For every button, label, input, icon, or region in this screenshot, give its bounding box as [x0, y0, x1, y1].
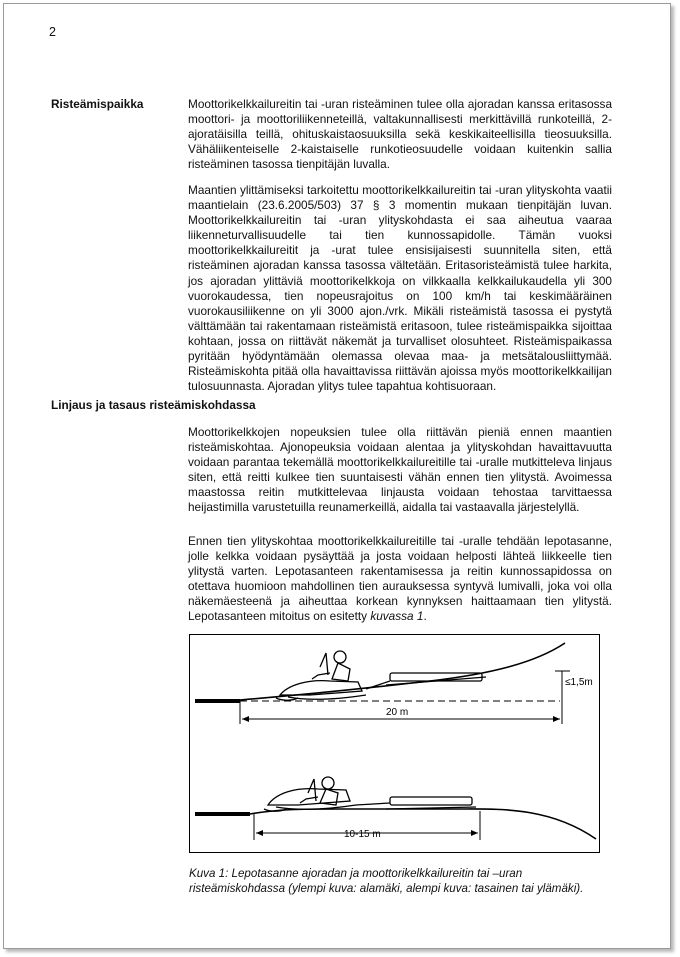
top-rider-body: [332, 663, 350, 681]
section-heading-linjaus: Linjaus ja tasaus risteämiskohdassa: [51, 398, 256, 412]
figure-drawing: [190, 635, 601, 854]
top-windshield: [320, 653, 328, 675]
bottom-sled-box: [390, 797, 472, 805]
bottom-snow-profile: [250, 809, 596, 839]
paragraph-linjaus-1: Moottorikelkkojen nopeuksien tulee olla riittävän pieniä ennen maantien risteämiskohtaa. Ajonopeuksia voidaan alentaa ja ylityskohdan havaittavuutta voidaan parantaa tekemällä moottorikelkkailureitille tai -uralle mutkitteleva linjaus siten, että reitti kulkee tien suuntaisesti vähän ennen tien ylitystä. Avoimessa maastossa reitin mutkittelevaa linjausta voidaan tehostaa tarvittaessa heijastimilla varustetuilla reunamerkeillä, aidalla tai vastaavalla järjestelyllä.: [188, 425, 612, 515]
top-height-label: ≤1,5m: [565, 677, 593, 688]
bottom-sled-icon: [356, 797, 476, 809]
bottom-diagram-flat: [195, 777, 596, 840]
paragraph-linjaus-2-end: .: [423, 609, 427, 624]
paragraph-linjaus-2: [188, 534, 612, 625]
top-diagram-downhill: [195, 643, 570, 724]
section-heading-risteamispaikka: Risteämispaikka: [51, 97, 144, 111]
figure-caption: Kuva 1: Lepotasanne ajoradan ja moottorikelkkailureitin tai –uran risteämiskohdassa (ylempi kuva: alamäki, alempi kuva: tasainen tai ylämäki).: [189, 867, 584, 895]
paragraph-risteamispaikka-2: Maantien ylittämiseksi tarkoitettu moottorikelkkailureitin tai -uran ylityskohta vaatii maantielain (23.6.2005/503) 37 § 3 momentin mukaan tienpitäjän luvan. Moottorikelkkailureitin tai -uran ylityskohdasta ei saa aiheutua vaaraa liikenneturvallisuudelle tai tien kunnossapidolle. Tämän vuoksi moottorikelkkailureitit ja -urat tulee ensisijaisesti suunnitella siten, että risteäminen ajoradan kanssa tasossa vältetään. Eritasoristeämistä tulee harkita, jos ajoradan ylittäviä moottorikelkkoja on vilkkaalla kelkkailukaudella yli 300 vuorokaudessa, tien nopeusrajoitus on 100 km/h tai keskimääräinen vuorokausiliikenne on yli 3000 ajon./vrk. Mikäli risteämistä tasossa ei pystytä välttämään tai rakentamaan risteämistä eritasoon, tulee risteämispaikka sijoittaa kohtaan, jossa on riittävät näkemät ja turvalliset olosuhteet. Risteämispaikassa pyritään hyödyntämään olemassa olevaa maa- ja metsätalousliittymää. Risteämiskohta pitää olla havaittavissa riittävän ajoissa myös moottorikelkkailijan tulosuunnasta. Ajoradan ylitys tulee tapahtua kohtisuoraan.: [188, 183, 612, 394]
figure-reference-link: kuvassa 1: [370, 609, 424, 624]
bottom-sled-hitch: [356, 803, 390, 805]
paragraph-risteamispaikka-1: Moottorikelkkailureitin tai -uran risteäminen tulee olla ajoradan kanssa eritasossa moottori- ja moottoriliikenneteillä, valtakunnallisesti merkittävillä runkoteillä, 2-ajoratäisilla teillä, ohituskaistaosuuksilla sekä keskikaiteellisilla tieosuuksilla. Vähäliikenteiselle 2-kaistaiselle runkotieosuudelle voidaan kuitenkin sallia risteäminen tasossa tienpitäjän luvalla.: [188, 97, 612, 172]
figure-rest-area-diagram: [189, 634, 600, 853]
page-number: 2: [49, 25, 56, 39]
bottom-rider-helmet: [322, 777, 334, 789]
top-rider-helmet: [334, 651, 346, 663]
top-snow-profile: [240, 643, 565, 700]
paragraph-linjaus-2-text: Ennen tien ylityskohtaa moottorikelkkailureitille tai -uralle tehdään lepotasanne, jolle kelkka voidaan pysäyttää ja josta voidaan helposti lähteä liikkeelle tien ylitystä varten. Lepotasanteen rakentamisessa ja reitin kunnossapidossa on otettava huomioon mahdollinen tien aurauksessa syntyvä lumivalli, joka voi olla näkemäesteenä ja aiheuttaa korkean kynnyksen haittaamaan tien ylitystä. Lepotasanteen mitoitus on esitetty: [188, 534, 612, 624]
top-length-label: 20 m: [386, 707, 409, 718]
bottom-snowmobile-icon: [264, 777, 356, 811]
bottom-length-label: 10-15 m: [344, 829, 381, 840]
